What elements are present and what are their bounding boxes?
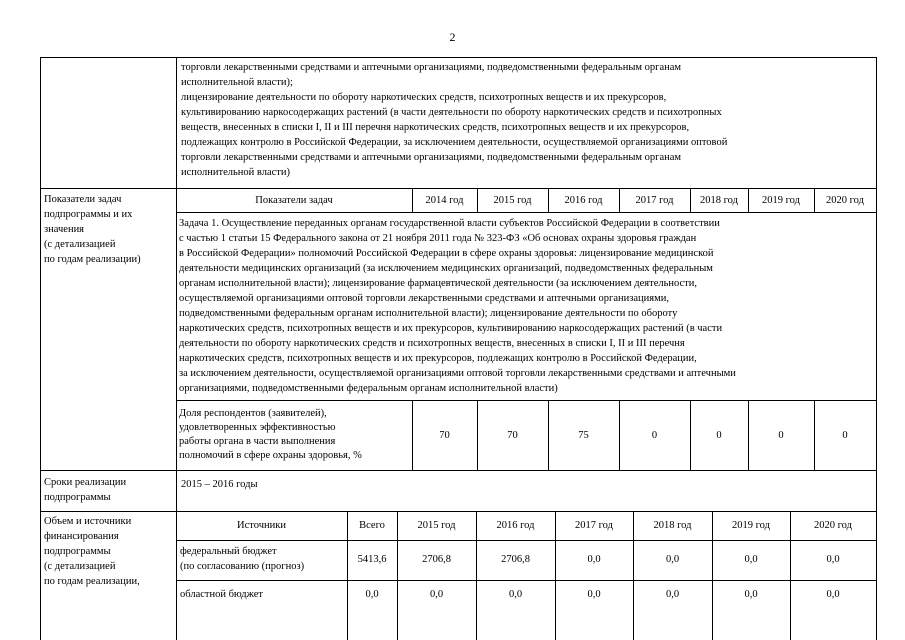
column-header: 2014 год	[425, 195, 464, 206]
task-line: наркотических средств, психотропных веществ и их прекурсоров, подлежащих контролю в Российской Федерации,	[179, 353, 697, 364]
description-line: торговли лекарственными средствами и аптечными организациями, подведомственными федеральным органам	[181, 152, 682, 163]
description-line: торговли лекарственными средствами и аптечными организациями, подведомственными федеральным органам	[181, 62, 682, 73]
funding-value: 0,0	[365, 589, 379, 600]
column-header: 2020 год	[814, 520, 852, 531]
indicator-value: 0	[842, 430, 848, 441]
terms-value: 2015 – 2016 годы	[181, 479, 258, 490]
indicator-value: 0	[651, 430, 658, 441]
funding-source-label: федеральный бюджет	[180, 546, 277, 557]
task-line: Задача 1. Осуществление переданных органам государственной власти субъектов Российской Федерации в соответствии	[179, 218, 720, 229]
description-line: исполнительной власти)	[181, 167, 290, 178]
funding-source-label: областной бюджет	[180, 589, 263, 600]
description-line: веществ, внесенных в списки I, II и III перечня наркотических средств, психотропных веществ и их прекурсоров,	[181, 122, 690, 133]
indicator-value: 0	[778, 430, 784, 441]
section-label-line: (с детализацией	[44, 561, 116, 572]
column-header: 2017 год	[635, 195, 674, 206]
task-line: органам исполнительной власти); лицензирование фармацевтической деятельности (за исключением деятельности,	[179, 278, 698, 289]
section-label-line: по годам реализации,	[44, 576, 140, 587]
row-divider	[40, 470, 876, 471]
column-header: 2015 год	[417, 520, 456, 531]
section-label-line: Сроки реализации	[44, 477, 127, 488]
column-header: 2018 год	[700, 195, 738, 206]
funding-value: 0,0	[826, 589, 840, 600]
indicator-value: 75	[578, 430, 589, 441]
task-line: наркотических средств, психотропных веществ и их прекурсоров, культивированию наркосодержащих растений (в части	[179, 323, 723, 334]
column-header: 2016 год	[564, 195, 603, 206]
task-line: деятельности по обороту наркотических средств и психотропных веществ, внесенных в списки I, II и III перечня	[179, 338, 685, 349]
column-header: Всего	[359, 520, 385, 531]
section-label-line: финансирования	[44, 531, 119, 542]
task-line: подведомственными федеральным органам исполнительной власти); лицензирование деятельности по обороту	[179, 308, 678, 319]
section-label-line: Показатели задач	[44, 194, 122, 205]
task-line: в Российской Федерации» полномочий Российской Федерации в сфере охраны здоровья: лицензирование медицинской	[179, 248, 714, 259]
funding-value: 0,0	[587, 554, 601, 565]
column-header: Показатели задач	[255, 195, 333, 206]
description-line: исполнительной власти);	[181, 77, 293, 88]
column-header: Источники	[237, 520, 286, 531]
funding-value: 0,0	[744, 554, 758, 565]
funding-value: 0,0	[665, 554, 680, 565]
row-divider	[176, 580, 876, 581]
funding-source-label: (по согласованию (прогноз)	[180, 561, 305, 572]
row-divider	[176, 212, 876, 213]
section-label-line: (с детализацией	[44, 239, 116, 250]
section-label-line: подпрограммы	[44, 546, 111, 557]
column-header: 2020 год	[826, 195, 864, 206]
description-line: культивированию наркосодержащих растений (в части деятельности по обороту наркотических средств и психотропных	[181, 107, 722, 118]
funding-value: 0,0	[665, 589, 680, 600]
description-line: лицензирование деятельности по обороту наркотических средств, психотропных веществ и их прекурсоров,	[181, 92, 667, 103]
description-line: подлежащих контролю в Российской Федерации, за исключением деятельности, осуществляемой организациями оптовой	[181, 137, 728, 148]
funding-value: 5413,6	[357, 554, 387, 565]
task-line: осуществляемой организациями оптовой торговли лекарственными средствами и аптечными организациями,	[179, 293, 670, 304]
row-divider	[176, 400, 876, 401]
task-line: с частью 1 статьи 15 Федерального закона от 21 ноября 2011 года № 323-ФЗ «Об основах охраны здоровья граждан	[179, 233, 697, 244]
table-border-right	[876, 57, 877, 640]
indicator-label-line: удовлетворенных эффективностью	[179, 422, 336, 433]
column-header: 2017 год	[575, 520, 613, 531]
section-label-line: подпрограммы	[44, 492, 111, 503]
task-line: деятельности медицинских организаций (за исключением медицинских организаций, подведомственных федеральным	[179, 263, 713, 274]
funding-value: 0,0	[826, 554, 840, 565]
indicator-value: 70	[507, 430, 518, 441]
section-label-line: подпрограммы и их	[44, 209, 133, 220]
funding-value: 0,0	[587, 589, 601, 600]
indicator-value: 0	[716, 430, 722, 441]
task-line: за исключением деятельности, осуществляемой организациями оптовой торговли лекарственными средствами и аптечными	[179, 368, 736, 379]
section-label-line: Объем и источники	[44, 516, 132, 527]
page-number: 2	[449, 30, 456, 44]
row-divider	[40, 511, 876, 512]
table-border-left	[40, 57, 41, 640]
funding-value: 2706,8	[501, 554, 530, 565]
funding-value: 0,0	[429, 589, 444, 600]
section-label-line: значения	[44, 224, 85, 235]
indicator-label-line: полномочий в сфере охраны здоровья, %	[179, 450, 362, 461]
funding-value: 0,0	[508, 589, 523, 600]
funding-value: 2706,8	[422, 554, 451, 565]
column-header: 2015 год	[493, 195, 532, 206]
indicator-label-line: Доля респондентов (заявителей),	[179, 408, 327, 419]
table-border-top	[40, 57, 876, 58]
column-header: 2019 год	[732, 520, 770, 531]
column-header: 2018 год	[653, 520, 692, 531]
column-header: 2019 год	[762, 195, 800, 206]
indicator-label-line: работы органа в части выполнения	[179, 436, 336, 447]
column-divider	[176, 57, 177, 640]
section-label-line: по годам реализации)	[44, 254, 141, 265]
funding-value: 0,0	[744, 589, 758, 600]
task-line: организациями, подведомственными федеральным органам исполнительной власти)	[179, 383, 558, 394]
row-divider	[176, 540, 876, 541]
indicator-value: 70	[439, 430, 450, 441]
column-header: 2016 год	[496, 520, 535, 531]
row-divider	[40, 188, 876, 189]
